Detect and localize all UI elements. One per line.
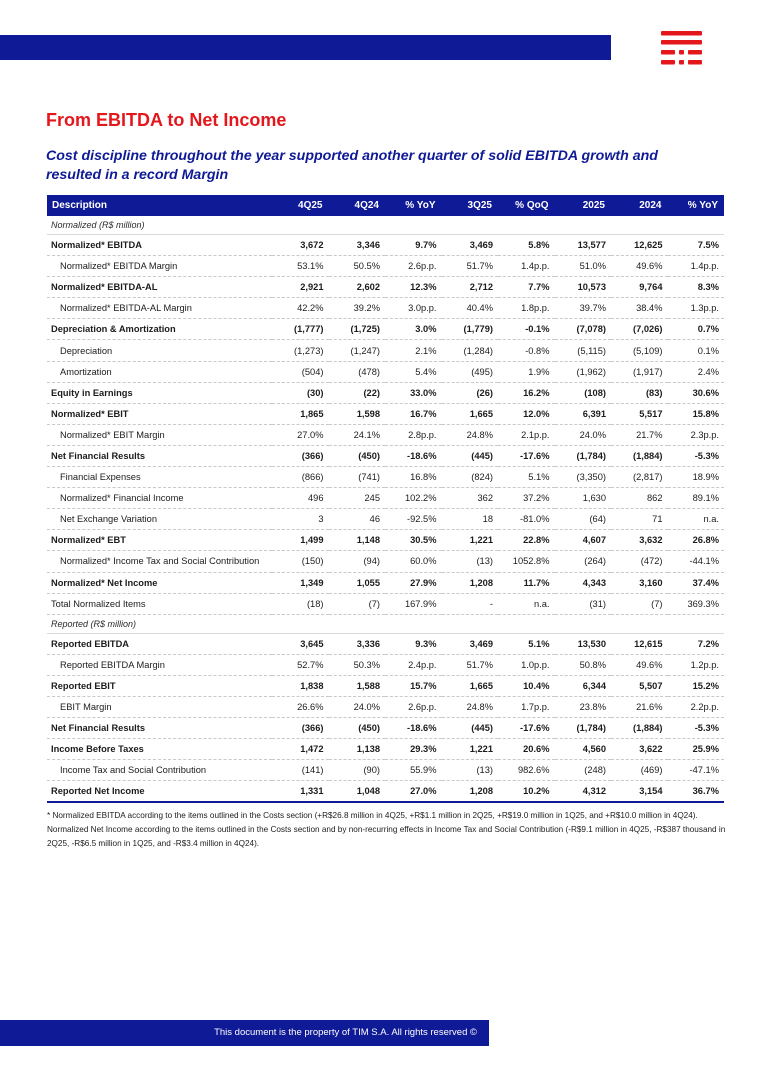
tim-logo-icon (661, 31, 702, 65)
table-cell: (31) (555, 593, 612, 614)
table-cell: 2.3p.p. (668, 424, 725, 445)
table-cell: 2.1% (385, 340, 442, 361)
table-cell: 1,865 (272, 403, 329, 424)
table-cell: 3,469 (442, 235, 499, 256)
table-cell: 7.2% (668, 633, 725, 654)
table-cell: 5,517 (611, 403, 668, 424)
table-cell: (450) (329, 445, 386, 466)
table-cell: 13,577 (555, 235, 612, 256)
table-cell: (472) (611, 551, 668, 572)
row-label: Reported Net Income (47, 781, 272, 803)
row-label: Income Before Taxes (47, 739, 272, 760)
table-cell: 12.0% (498, 403, 555, 424)
section-label-row (47, 216, 724, 235)
row-label: Normalized* EBITDA-AL (47, 277, 272, 298)
table-cell: (94) (329, 551, 386, 572)
row-label: Amortization (47, 361, 272, 382)
table-cell: 16.7% (385, 403, 442, 424)
row-label: Normalized* Income Tax and Social Contribution (47, 551, 272, 572)
row-label: Total Normalized Items (47, 593, 272, 614)
table-cell: 50.5% (329, 256, 386, 277)
table-cell: 24.8% (442, 696, 499, 717)
table-cell: 50.8% (555, 654, 612, 675)
table-cell: 1,138 (329, 739, 386, 760)
table-cell: 3,622 (611, 739, 668, 760)
column-header: % YoY (385, 195, 442, 216)
table-cell: 1,055 (329, 572, 386, 593)
table-cell: (866) (272, 467, 329, 488)
table-cell: 30.5% (385, 530, 442, 551)
table-cell: 5.1% (498, 633, 555, 654)
column-header: 4Q24 (329, 195, 386, 216)
table-cell: 2,712 (442, 277, 499, 298)
table-cell: 49.6% (611, 256, 668, 277)
table-row (47, 593, 724, 614)
column-header: 2024 (611, 195, 668, 216)
table-cell: 1,588 (329, 675, 386, 696)
table-cell: 5,507 (611, 675, 668, 696)
table-cell: (1,784) (555, 718, 612, 739)
table-cell: 9,764 (611, 277, 668, 298)
table-cell: (7) (329, 593, 386, 614)
row-label: Normalized* EBT (47, 530, 272, 551)
table-cell: (7,026) (611, 319, 668, 340)
table-cell: (5,115) (555, 340, 612, 361)
table-cell: (469) (611, 760, 668, 781)
table-cell: 2.6p.p. (385, 256, 442, 277)
table-cell: 1.8p.p. (498, 298, 555, 319)
table-cell: 102.2% (385, 488, 442, 509)
table-cell: 2.2p.p. (668, 696, 725, 717)
row-label: Reported EBITDA (47, 633, 272, 654)
table-cell: 15.8% (668, 403, 725, 424)
table-cell: 10,573 (555, 277, 612, 298)
column-header: % QoQ (498, 195, 555, 216)
table-cell: (83) (611, 382, 668, 403)
table-row (47, 445, 724, 466)
table-cell: 1.2p.p. (668, 654, 725, 675)
table-cell: 39.7% (555, 298, 612, 319)
row-label: Reported EBITDA Margin (47, 654, 272, 675)
page-subtitle: Cost discipline throughout the year supported another quarter of solid EBITDA growth and resulted in a record Margin (46, 148, 658, 183)
table-cell: 13,530 (555, 633, 612, 654)
row-label: Normalized* Net Income (47, 572, 272, 593)
table-cell: 3,469 (442, 633, 499, 654)
table-cell: 27.0% (385, 781, 442, 803)
table-cell: (1,247) (329, 340, 386, 361)
table-cell: 7.7% (498, 277, 555, 298)
row-label: Equity in Earnings (47, 382, 272, 403)
table-cell: 862 (611, 488, 668, 509)
table-cell: 49.6% (611, 654, 668, 675)
table-cell: 1,331 (272, 781, 329, 803)
table-cell: -5.3% (668, 445, 725, 466)
table-cell: 1,221 (442, 739, 499, 760)
section-label: Normalized (R$ million) (47, 216, 724, 235)
table-row (47, 298, 724, 319)
table-cell: 10.2% (498, 781, 555, 803)
row-label: Normalized* EBITDA Margin (47, 256, 272, 277)
table-row (47, 361, 724, 382)
table-cell: -17.6% (498, 445, 555, 466)
table-row (47, 235, 724, 256)
table-cell: 1,148 (329, 530, 386, 551)
row-label: Financial Expenses (47, 467, 272, 488)
table-cell: 2,602 (329, 277, 386, 298)
table-cell: (26) (442, 382, 499, 403)
table-cell: (504) (272, 361, 329, 382)
table-cell: 3.0% (385, 319, 442, 340)
table-cell: (1,917) (611, 361, 668, 382)
table-cell: 33.0% (385, 382, 442, 403)
table-cell: (264) (555, 551, 612, 572)
table-row (47, 340, 724, 361)
table-header-row (47, 195, 724, 216)
table-cell: n.a. (498, 593, 555, 614)
table-row (47, 382, 724, 403)
table-cell: (1,779) (442, 319, 499, 340)
table-cell: 2,921 (272, 277, 329, 298)
table-row (47, 530, 724, 551)
table-cell: 89.1% (668, 488, 725, 509)
table-cell: 46 (329, 509, 386, 530)
table-cell: 9.7% (385, 235, 442, 256)
table-cell: (22) (329, 382, 386, 403)
table-cell: 23.8% (555, 696, 612, 717)
table-cell: 18.9% (668, 467, 725, 488)
table-cell: 2.4p.p. (385, 654, 442, 675)
table-cell: 12.3% (385, 277, 442, 298)
table-cell: 15.2% (668, 675, 725, 696)
table-cell: (1,284) (442, 340, 499, 361)
table-cell: 3,672 (272, 235, 329, 256)
table-cell: 16.8% (385, 467, 442, 488)
table-cell: 1,665 (442, 403, 499, 424)
table-cell: 22.8% (498, 530, 555, 551)
row-label: Reported EBIT (47, 675, 272, 696)
table-cell: 1,630 (555, 488, 612, 509)
column-header: 2025 (555, 195, 612, 216)
table-cell: 1,665 (442, 675, 499, 696)
table-cell: 29.3% (385, 739, 442, 760)
table-cell: (248) (555, 760, 612, 781)
table-cell: 3 (272, 509, 329, 530)
table-cell: 1,838 (272, 675, 329, 696)
table-cell: 167.9% (385, 593, 442, 614)
table-cell: 18 (442, 509, 499, 530)
table-cell: (445) (442, 718, 499, 739)
table-cell: 3,632 (611, 530, 668, 551)
row-label: Net Financial Results (47, 445, 272, 466)
table-cell: -18.6% (385, 445, 442, 466)
table-row (47, 718, 724, 739)
table-cell: -81.0% (498, 509, 555, 530)
table-cell: (141) (272, 760, 329, 781)
table-cell: 4,312 (555, 781, 612, 803)
table-cell: (366) (272, 718, 329, 739)
table-cell: (13) (442, 551, 499, 572)
table-cell: (1,962) (555, 361, 612, 382)
row-label: Depreciation & Amortization (47, 319, 272, 340)
table-row (47, 319, 724, 340)
header-bar (0, 35, 611, 60)
table-cell: (3,350) (555, 467, 612, 488)
table-cell: 2.1p.p. (498, 424, 555, 445)
row-label: Net Financial Results (47, 718, 272, 739)
table-cell: 20.6% (498, 739, 555, 760)
table-cell: (824) (442, 467, 499, 488)
table-cell: 36.7% (668, 781, 725, 803)
table-cell: 1,048 (329, 781, 386, 803)
table-cell: 1.4p.p. (668, 256, 725, 277)
table-cell: 42.2% (272, 298, 329, 319)
table-cell: 5.4% (385, 361, 442, 382)
table-cell: (495) (442, 361, 499, 382)
table-cell: 369.3% (668, 593, 725, 614)
table-cell: 982.6% (498, 760, 555, 781)
table-cell: 1,208 (442, 781, 499, 803)
table-cell: (445) (442, 445, 499, 466)
table-cell: 30.6% (668, 382, 725, 403)
table-row (47, 781, 724, 803)
table-cell: 27.9% (385, 572, 442, 593)
table-cell: 362 (442, 488, 499, 509)
table-cell: 10.4% (498, 675, 555, 696)
page-title: From EBITDA to Net Income (46, 110, 287, 130)
income-table-container (47, 195, 724, 803)
row-label: Net Exchange Variation (47, 509, 272, 530)
table-cell: 1,208 (442, 572, 499, 593)
table-cell: 1.7p.p. (498, 696, 555, 717)
table-cell: 50.3% (329, 654, 386, 675)
column-header: % YoY (668, 195, 725, 216)
table-cell: (13) (442, 760, 499, 781)
table-cell: 71 (611, 509, 668, 530)
row-label: Normalized* EBIT (47, 403, 272, 424)
table-cell: 1.0p.p. (498, 654, 555, 675)
table-cell: 496 (272, 488, 329, 509)
table-cell: (366) (272, 445, 329, 466)
table-cell: 24.0% (555, 424, 612, 445)
table-cell: 55.9% (385, 760, 442, 781)
table-cell: 1,349 (272, 572, 329, 593)
table-cell: 51.0% (555, 256, 612, 277)
table-row (47, 760, 724, 781)
table-cell: (18) (272, 593, 329, 614)
table-cell: 52.7% (272, 654, 329, 675)
table-cell: (1,884) (611, 718, 668, 739)
table-cell: 3,346 (329, 235, 386, 256)
table-cell: 7.5% (668, 235, 725, 256)
table-row (47, 739, 724, 760)
table-cell: -44.1% (668, 551, 725, 572)
table-cell: 2.8p.p. (385, 424, 442, 445)
table-cell: (108) (555, 382, 612, 403)
table-cell: (5,109) (611, 340, 668, 361)
table-cell: (1,273) (272, 340, 329, 361)
table-cell: -17.6% (498, 718, 555, 739)
table-cell: 24.0% (329, 696, 386, 717)
table-body (47, 216, 724, 802)
table-row (47, 424, 724, 445)
table-cell: 9.3% (385, 633, 442, 654)
table-cell: - (442, 593, 499, 614)
table-cell: -18.6% (385, 718, 442, 739)
table-cell: (1,777) (272, 319, 329, 340)
column-header: 3Q25 (442, 195, 499, 216)
footer-text: This document is the property of TIM S.A. All rights reserved © (214, 1027, 477, 1038)
table-cell: 39.2% (329, 298, 386, 319)
footer-bar (0, 1020, 489, 1046)
table-cell: 1052.8% (498, 551, 555, 572)
table-row (47, 467, 724, 488)
table-row (47, 675, 724, 696)
table-cell: -92.5% (385, 509, 442, 530)
table-cell: 37.4% (668, 572, 725, 593)
table-row (47, 509, 724, 530)
table-row (47, 277, 724, 298)
table-cell: 1,472 (272, 739, 329, 760)
table-cell: 5.8% (498, 235, 555, 256)
table-cell: 8.3% (668, 277, 725, 298)
table-row (47, 633, 724, 654)
table-cell: 26.6% (272, 696, 329, 717)
table-cell: 1.9% (498, 361, 555, 382)
table-cell: 3.0p.p. (385, 298, 442, 319)
table-cell: 51.7% (442, 654, 499, 675)
table-cell: 4,607 (555, 530, 612, 551)
table-cell: 6,391 (555, 403, 612, 424)
table-cell: n.a. (668, 509, 725, 530)
table-cell: 3,645 (272, 633, 329, 654)
table-cell: 1,221 (442, 530, 499, 551)
row-label: Normalized* EBITDA (47, 235, 272, 256)
table-cell: (1,884) (611, 445, 668, 466)
table-cell: (90) (329, 760, 386, 781)
table-cell: -0.1% (498, 319, 555, 340)
table-cell: 1,499 (272, 530, 329, 551)
table-cell: 3,154 (611, 781, 668, 803)
section-label-row (47, 614, 724, 633)
table-cell: 16.2% (498, 382, 555, 403)
table-cell: 0.1% (668, 340, 725, 361)
table-cell: (478) (329, 361, 386, 382)
table-cell: 6,344 (555, 675, 612, 696)
table-cell: -5.3% (668, 718, 725, 739)
table-cell: 15.7% (385, 675, 442, 696)
table-cell: -47.1% (668, 760, 725, 781)
table-cell: 24.8% (442, 424, 499, 445)
table-cell: 3,336 (329, 633, 386, 654)
table-row (47, 256, 724, 277)
column-header: 4Q25 (272, 195, 329, 216)
table-cell: 0.7% (668, 319, 725, 340)
table-cell: 40.4% (442, 298, 499, 319)
table-cell: 245 (329, 488, 386, 509)
table-cell: 1,598 (329, 403, 386, 424)
table-cell: 4,560 (555, 739, 612, 760)
table-row (47, 654, 724, 675)
income-table (47, 195, 724, 803)
table-cell: (450) (329, 718, 386, 739)
table-cell: 24.1% (329, 424, 386, 445)
row-label: Normalized* EBIT Margin (47, 424, 272, 445)
table-cell: 37.2% (498, 488, 555, 509)
table-row (47, 696, 724, 717)
table-cell: 1.4p.p. (498, 256, 555, 277)
footnote: * Normalized EBITDA according to the items outlined in the Costs section (+R$26.8 million in 4Q25, +R$1.1 million in 2Q25, +R$19.0 million in 1Q25, and +R$10.0 million in 4Q24). Normalized Net Income according to the items outlined in the Costs section and by non-recurring effects in Income Tax and Social Contribution (-R$9.1 million in 4Q25, -R$387 thousand in 2Q25, -R$6.5 million in 1Q25, and -R$3.4 million in 4Q24). (47, 811, 726, 848)
column-header: Description (47, 195, 272, 216)
table-cell: 2.6p.p. (385, 696, 442, 717)
table-cell: (2,817) (611, 467, 668, 488)
table-cell: 25.9% (668, 739, 725, 760)
row-label: Income Tax and Social Contribution (47, 760, 272, 781)
table-cell: 21.7% (611, 424, 668, 445)
table-row (47, 403, 724, 424)
row-label: EBIT Margin (47, 696, 272, 717)
table-cell: 27.0% (272, 424, 329, 445)
table-cell: (30) (272, 382, 329, 403)
table-cell: -0.8% (498, 340, 555, 361)
table-cell: 5.1% (498, 467, 555, 488)
table-cell: 2.4% (668, 361, 725, 382)
table-cell: 11.7% (498, 572, 555, 593)
table-cell: 51.7% (442, 256, 499, 277)
table-cell: 38.4% (611, 298, 668, 319)
table-cell: (64) (555, 509, 612, 530)
table-cell: 4,343 (555, 572, 612, 593)
row-label: Normalized* EBITDA-AL Margin (47, 298, 272, 319)
table-row (47, 572, 724, 593)
table-cell: 12,615 (611, 633, 668, 654)
table-cell: (150) (272, 551, 329, 572)
table-cell: (7) (611, 593, 668, 614)
table-cell: 60.0% (385, 551, 442, 572)
table-cell: (1,725) (329, 319, 386, 340)
table-cell: 1.3p.p. (668, 298, 725, 319)
table-cell: 53.1% (272, 256, 329, 277)
table-cell: 26.8% (668, 530, 725, 551)
table-cell: (741) (329, 467, 386, 488)
table-row (47, 551, 724, 572)
table-cell: 3,160 (611, 572, 668, 593)
table-cell: (7,078) (555, 319, 612, 340)
table-cell: 21.6% (611, 696, 668, 717)
table-cell: (1,784) (555, 445, 612, 466)
row-label: Normalized* Financial Income (47, 488, 272, 509)
table-row (47, 488, 724, 509)
table-cell: 12,625 (611, 235, 668, 256)
row-label: Depreciation (47, 340, 272, 361)
section-label: Reported (R$ million) (47, 614, 724, 633)
